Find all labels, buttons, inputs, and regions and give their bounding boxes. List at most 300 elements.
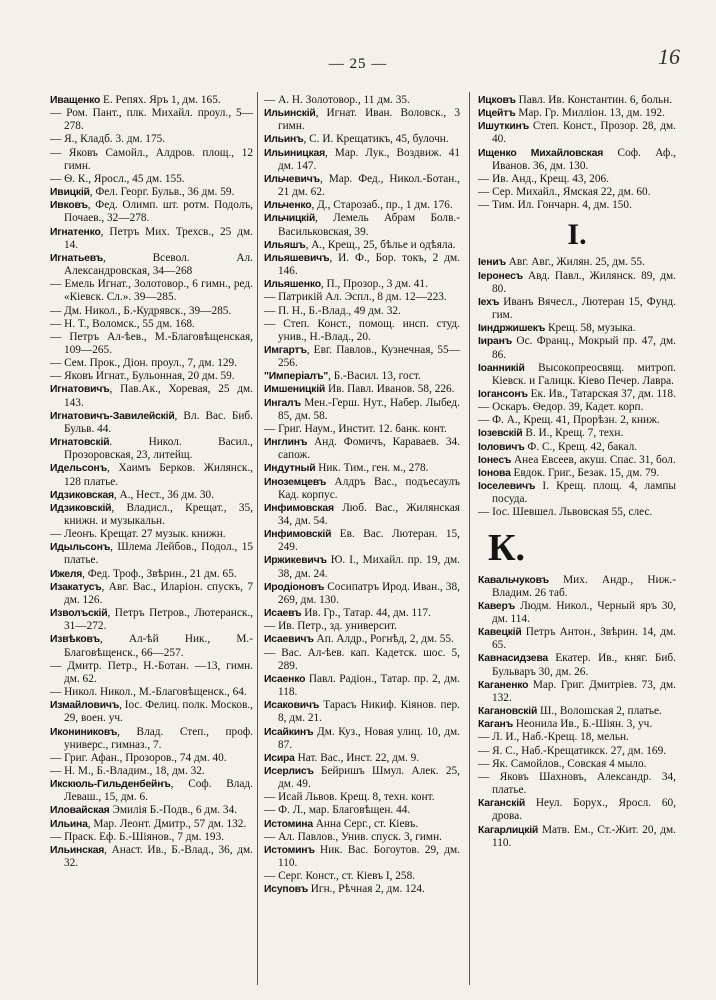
entry-details: — Дм. Никол., Б.-Кудрявск., 39—285. [50, 304, 232, 317]
directory-entry [478, 679, 676, 705]
directory-entry [478, 824, 676, 850]
directory-entry [50, 147, 253, 173]
entry-details: , Анаст. Ив., Б.-Влад., 36, дм. 32. [64, 843, 253, 870]
directory-entry [50, 660, 253, 686]
entry-surname: Каганенко [478, 679, 529, 691]
entry-details: Авг. Авг., Жилян. 25, дм. 55. [505, 256, 645, 269]
entry-details: , Соф. Влад. Леваш., 15, дм. 6. [64, 778, 253, 804]
entry-details: — Никол. Никол., М.-Благовѣщенск., 64. [50, 686, 247, 699]
directory-entry [478, 705, 676, 718]
entry-details: Бейришъ Шмул. Алек. 25, дм. 49. [278, 764, 460, 791]
entry-surname: Изакатусъ [50, 581, 102, 593]
entry-details: — Исай Львов. Крещ. 8, техн. конт. [264, 791, 435, 804]
directory-entry [50, 818, 253, 831]
directory-entry [264, 305, 460, 318]
entry-details: , Д., Старозаб., пр., 1 дм. 176. [311, 199, 453, 212]
directory-entry [264, 278, 460, 291]
directory-entry [50, 844, 253, 870]
entry-surname: Каверъ [478, 600, 515, 612]
entry-details: Ф. С., Крещ. 42, бакал. [524, 440, 638, 453]
entry-surname: Ильинскій [264, 108, 316, 120]
entry-details: Авд. Павл., Жилянск. 89, дм. 80. [492, 269, 676, 295]
directory-entry [264, 291, 460, 304]
entry-surname: Иловайская [50, 805, 110, 817]
entry-surname: Истомина [264, 818, 313, 830]
directory-entry [478, 771, 676, 797]
entry-surname: Іиндржишекъ [478, 323, 546, 335]
directory-entry [478, 94, 676, 107]
entry-details: Неул. Борух., Яросл. 60, дрова. [492, 797, 676, 823]
directory-entry [478, 120, 676, 146]
entry-surname: Ингалъ [264, 397, 301, 409]
entry-surname: Ишуткинъ [478, 121, 529, 133]
directory-entry [50, 186, 253, 199]
directory-entry [50, 331, 253, 357]
entry-details: — Праск. Еф. Б.-Шіянов., 7 дм. 193. [50, 830, 225, 843]
directory-entry [50, 502, 253, 528]
entry-surname: Истоминъ [264, 844, 315, 856]
entry-details: — Яковъ Шахновъ, Александр. 34, платье. [478, 770, 676, 797]
entry-group-i-end [478, 94, 676, 212]
entry-surname: Идзиковскій [50, 502, 112, 514]
directory-entry [478, 388, 676, 401]
directory-column-2 [264, 94, 460, 897]
entry-surname: Исерлисъ [264, 765, 314, 777]
directory-entry [50, 305, 253, 318]
section-letter-i: I. [567, 218, 587, 252]
directory-entry [264, 383, 460, 396]
entry-surname: Ильяшъ [264, 239, 306, 251]
entry-details: , Мар. Леонт. Дмитр., 57 дм. 132. [87, 817, 247, 830]
entry-details: , Игнат. Иван. Воловск., 3 гимн. [278, 107, 460, 133]
directory-entry [264, 423, 460, 436]
entry-surname: Изволъскій [50, 608, 108, 620]
entry-details: Е. Репях. Яръ 1, дм. 165. [100, 94, 221, 106]
entry-details: , Влад. Степ., проф. универс., гимназ., 7. [64, 725, 253, 751]
entry-surname: Кагановскій [478, 706, 538, 718]
entry-surname: Іонесъ [478, 454, 512, 466]
directory-entry [478, 731, 676, 744]
entry-details: — Ал. Павлов., Унив. спуск. 3, гимн. [264, 830, 442, 843]
directory-entry [264, 147, 460, 173]
entry-details: — Іос. Шевшел. Львовская 55, слес. [478, 506, 653, 519]
directory-entry [264, 647, 460, 673]
directory-entry [478, 296, 676, 322]
directory-entry [264, 107, 460, 133]
entry-details: — Григ. Наум., Инстит. 12. банк. конт. [264, 422, 447, 435]
directory-entry [478, 362, 676, 388]
entry-details: Ник. Вас. Богоутов. 29, дм. 110. [278, 843, 460, 870]
directory-entry [478, 414, 676, 427]
entry-surname: Кавецкій [478, 627, 522, 639]
entry-details: — Ив. Анд., Крещ. 43, 206. [478, 172, 609, 185]
entry-group-i [478, 256, 676, 519]
entry-surname: Іонова [478, 467, 511, 479]
entry-surname: Игнатенко [50, 226, 101, 238]
entry-details: Евдок. Григ., Безак. 15, дм. 79. [510, 466, 660, 479]
directory-entry [50, 278, 253, 304]
entry-details: — Я. С., Наб.-Крещатикск. 27, дм. 169. [478, 744, 667, 757]
directory-entry [50, 318, 253, 331]
entry-details: I. Крещ. площ. 4, лампы посуда. [492, 480, 676, 506]
entry-details: , С. И. Крещатикъ, 45, булочн. [303, 133, 449, 146]
directory-entry [264, 212, 460, 238]
directory-entry [264, 581, 460, 607]
entry-details: , Хаимъ Берков. Жилянск., 128 платье. [64, 462, 253, 488]
directory-entry [50, 252, 253, 278]
directory-entry [264, 436, 460, 462]
directory-column-3 [478, 94, 676, 850]
entry-details: — Леонъ. Крещат. 27 музык. книжн. [50, 528, 226, 541]
entry-details: Екатер. Ив., княг. Биб. Бульваръ 30, дм. 26. [492, 652, 676, 678]
entry-details: Павл. Радіон., Татар. пр. 2, дм. 118. [278, 672, 460, 699]
entry-details: — Ф. А., Крещ. 41, Прорѣзн. 2, книж. [478, 414, 660, 427]
directory-entry [264, 804, 460, 817]
directory-entry [50, 173, 253, 186]
directory-entry [264, 528, 460, 554]
entry-surname: Идельсонъ [50, 463, 108, 475]
directory-entry [50, 107, 253, 133]
entry-details: Тарасъ Никиф. Кіянов. пер. 8, дм. 21. [278, 699, 460, 725]
handwritten-page-mark: 16 [658, 44, 680, 69]
directory-entry [264, 699, 460, 725]
entry-surname: Іехъ [478, 296, 500, 308]
entry-details: — Серг. Конст., ст. Кіевъ I, 258. [264, 870, 416, 883]
directory-entry [264, 94, 460, 107]
directory-entry [50, 633, 253, 659]
directory-entry [50, 383, 253, 409]
entry-surname: Ивицкій [50, 187, 90, 199]
entry-surname: Іениъ [478, 257, 506, 269]
directory-entry [478, 147, 676, 173]
directory-entry [50, 94, 253, 107]
directory-entry [264, 397, 460, 423]
directory-entry [264, 199, 460, 212]
directory-entry [264, 791, 460, 804]
directory-entry [264, 252, 460, 278]
entry-surname: Индутный [264, 463, 316, 475]
entry-surname: Кавальчуковъ [478, 574, 549, 586]
entry-surname: Іеронесъ [478, 270, 523, 282]
entry-details: Ник. Тим., ген. м., 278. [315, 462, 429, 475]
entry-surname: Игнатьевъ [50, 252, 104, 264]
entry-details: , Владисл., Крещат., 35, книжн. и музыкальн. [64, 501, 253, 527]
entry-details: Ю. І., Михайл. пр. 19, дм. 38, дм. 24. [278, 554, 460, 580]
directory-entry [478, 322, 676, 335]
directory-entry [264, 844, 460, 870]
entry-details: , Ал-ѣй Ник., М.-Благовѣщенск., 66—257. [64, 633, 253, 659]
entry-details: , Вл. Вас. Биб. Бульв. 44. [64, 409, 253, 435]
entry-details: Крещ. 58, музыка. [545, 322, 636, 335]
entry-surname: Ильинская [50, 844, 105, 856]
directory-entry [50, 778, 253, 804]
directory-entry [478, 173, 676, 186]
directory-entry [264, 554, 460, 580]
entry-details: , П., Прозор., 3 дм. 41. [320, 278, 428, 291]
entry-details: — Яковъ Самойл., Алдров. площ., 12 гимн. [50, 146, 253, 172]
directory-entry [264, 883, 460, 896]
directory-entry [264, 673, 460, 699]
directory-entry [264, 831, 460, 844]
directory-entry [478, 797, 676, 823]
entry-details: , А., Нест., 36 дм. 30. [113, 488, 215, 501]
directory-entry [264, 476, 460, 502]
entry-surname: Исира [264, 752, 295, 764]
entry-details: , А., Крещ., 25, бѣлье и одѣяла. [305, 238, 456, 251]
entry-details: Эмилія Б.-Подв., 6 дм. 34. [109, 804, 238, 817]
entry-details: , Мар. Фед., Никол.-Ботан., 21 дм. 62. [278, 172, 460, 199]
entry-details: , Шлема Лейбов., Подол., 15 платье. [64, 541, 253, 567]
entry-surname: Извѣковъ [50, 634, 100, 646]
entry-details: Петръ Антон., Звѣрин. 14, дм. 65. [492, 626, 676, 652]
directory-entry [50, 686, 253, 699]
entry-surname: Исаковичъ [264, 700, 320, 712]
directory-entry [50, 226, 253, 252]
entry-details: — Н. М., Б.-Владим., 18, дм. 32. [50, 764, 205, 777]
directory-entry [264, 462, 460, 475]
entry-details: Ос. Франц., Мокрый пр. 47, дм. 86. [492, 335, 676, 361]
entry-details: Ив. Гр., Татар. 44, дм. 117. [301, 607, 431, 620]
entry-details: — Григ. Афан., Прозоров., 74 дм. 40. [50, 751, 227, 764]
entry-details: — Ром. Пант., плк. Михайл. проул., 5—278. [50, 107, 253, 133]
directory-entry [50, 370, 253, 383]
entry-details: — Ив. Петр., зд. университ. [264, 620, 397, 633]
entry-details: Алдръ Вас., подъесаулъ Кад. корпус. [278, 475, 460, 501]
entry-details: Мар. Гр. Милліон. 13, дм. 192. [515, 107, 665, 120]
directory-entry [478, 758, 676, 771]
directory-entry [50, 133, 253, 146]
entry-details: Неонила Ив., Б.-Шіян. 3, уч. [513, 718, 653, 731]
directory-entry [478, 441, 676, 454]
entry-surname: Игнатовичъ [50, 384, 110, 396]
entry-details: , Евг. Павлов., Кузнечная, 55—256. [278, 343, 460, 370]
entry-details: — Сем. Прок., Діон. проул., 7, дм. 129. [50, 357, 237, 370]
entry-surname: Кавнасидзева [478, 653, 549, 665]
entry-details: Людм. Никол., Черный яръ 30, дм. 114. [492, 599, 676, 625]
directory-entry [50, 489, 253, 502]
entry-surname: Игнатовичъ-Завилейскій [50, 410, 175, 422]
directory-entry [478, 506, 676, 519]
directory-entry [478, 256, 676, 269]
entry-surname: Ижеля [50, 568, 83, 580]
entry-surname: Инглинъ [264, 437, 308, 449]
directory-entry [264, 620, 460, 633]
entry-details: Ек. Ив., Татарская 37, дм. 118. [527, 387, 676, 400]
column-divider [469, 92, 470, 985]
entry-surname: Ивковъ [50, 200, 88, 212]
directory-entry [478, 199, 676, 212]
entry-group-k [478, 574, 676, 850]
entry-surname: Исаевичъ [264, 634, 314, 646]
entry-surname: Іогансонъ [478, 388, 528, 400]
entry-details: , И. Ф., Бор. токъ, 2 дм. 146. [278, 251, 460, 278]
directory-entry [50, 410, 253, 436]
entry-surname: Іоселевичъ [478, 481, 536, 493]
entry-details: Анеа Евсеев, акуш. Спас. 31, бол. [511, 453, 676, 466]
directory-entry [50, 462, 253, 488]
directory-entry [478, 745, 676, 758]
directory-entry [50, 528, 253, 541]
entry-surname: Ильченко [264, 200, 312, 212]
entry-surname: Иржикевичъ [264, 555, 327, 567]
directory-entry [478, 335, 676, 361]
directory-entry [478, 480, 676, 506]
directory-entry [50, 568, 253, 581]
entry-surname: Кагарлицкій [478, 824, 539, 836]
directory-entry [478, 186, 676, 199]
entry-surname: Исайкинъ [264, 726, 314, 738]
entry-details: Анд. Фомичъ, Караваев. 34. сапож. [278, 436, 460, 462]
entry-surname: Ильиницкая [264, 147, 325, 159]
entry-surname: Иноземцевъ [264, 476, 327, 488]
directory-entry [50, 541, 253, 567]
directory-entry [264, 752, 460, 765]
entry-details: — Петръ Ал-ѣев., М.-Благовѣщенская, 109—265. [50, 330, 253, 356]
directory-entry [478, 454, 676, 467]
entry-details: . Никол. Васил., Прозоровская, 23, литейщ. [64, 436, 253, 462]
entry-details: — А. Н. Золотовор., 11 дм. 35. [264, 94, 410, 106]
entry-details: — Емель Игнат., Золотовор., 6 гимн., ред. «Кіевск. Сл.». 39—285. [50, 278, 253, 304]
directory-entry [264, 633, 460, 646]
entry-details: — Яковъ Игнат., Бульонная, 20 дм. 59. [50, 370, 235, 383]
entry-details: — П. Н., Б.-Влад., 49 дм. 32. [264, 304, 401, 317]
entry-surname: Имгартъ [264, 344, 307, 356]
entry-details: — Сер. Михайл., Ямская 22, дм. 60. [478, 186, 651, 199]
entry-details: , Лемель Абрам Болв.-Васильковская, 39. [278, 212, 460, 238]
entry-details: , Петръ Петров., Лютеранск., 31—272. [64, 607, 253, 633]
entry-surname: Иродіоновъ [264, 581, 325, 593]
entry-details: , Пав.Ак., Хоревая, 25 дм. 143. [64, 383, 253, 409]
directory-entry [478, 574, 676, 600]
entry-surname: "Имперіалъ" [264, 371, 329, 383]
entry-details: Павл. Ив. Константин. 6, больн. [515, 94, 673, 106]
entry-details: Ап. Алдр., Рогнѣд, 2, дм. 55. [313, 633, 454, 646]
entry-surname: Ищенко Михайловская [478, 147, 604, 159]
directory-entry [478, 626, 676, 652]
entry-details: Степ. Конст., Прозор. 28, дм. 40. [492, 120, 676, 146]
directory-entry [264, 173, 460, 199]
entry-surname: Икскюль-Гильденбейнъ [50, 779, 171, 791]
entry-details: Ш., Волошская 2, платье. [537, 705, 662, 718]
entry-details: В. И., Крещ. 7, техн. [522, 427, 624, 440]
entry-details: — Оскаръ. Ѳедор. 39, Кадет. корп. [478, 401, 644, 414]
entry-surname: Идзиковская [50, 489, 114, 501]
entry-details: , Мар. Лук., Воздвиж. 41 дм. 147. [278, 146, 460, 172]
directory-entry [478, 467, 676, 480]
directory-entry [478, 427, 676, 440]
entry-surname: Каганъ [478, 719, 514, 731]
entry-surname: Іозевскій [478, 428, 523, 440]
entry-surname: Идыльсонъ [50, 542, 111, 554]
entry-surname: Ильяшенко [264, 279, 321, 291]
entry-details: — Дмитр. Петр., Н.-Ботан. —13, гимн. дм. 62. [50, 659, 253, 685]
entry-surname: Іиранъ [478, 336, 513, 348]
entry-details: Нат. Вас., Инст. 22, дм. 9. [294, 751, 420, 764]
directory-entry [478, 718, 676, 731]
entry-details: , Іос. Фелиц. полк. Москов., 29, воен. уч. [64, 699, 253, 725]
entry-surname: Икониниковъ [50, 726, 118, 738]
entry-details: — Тим. Ил. Гончарн. 4, дм. 150. [478, 199, 632, 212]
entry-details: Соф. Аф., Иванов. 36, дм. 130. [492, 146, 676, 172]
entry-surname: Игнатовскій [50, 437, 110, 449]
entry-surname: Ильинъ [264, 134, 304, 146]
entry-details: Иванъ Вячесл., Лютеран 15, Фунд. гим. [492, 295, 676, 322]
entry-surname: Ицковъ [478, 95, 516, 106]
column-divider [257, 92, 258, 985]
entry-details: — Як. Самойлов., Совская 4 мыло. [478, 757, 647, 770]
directory-entry [264, 239, 460, 252]
entry-surname: Инфимовская [264, 502, 334, 514]
directory-entry [478, 270, 676, 296]
entry-details: — Ѳ. К., Яросл., 45 дм. 155. [50, 172, 185, 185]
entry-surname: Исуповъ [264, 884, 308, 896]
entry-details: — Я., Кладб. 3. дм. 175. [50, 133, 166, 146]
entry-surname: Инфимовскій [264, 529, 332, 541]
entry-surname: Ильчицкій [264, 213, 316, 225]
directory-entry [478, 401, 676, 414]
entry-details: , Фел. Георг. Бульв., 36 дм. 59. [89, 186, 235, 199]
directory-entry [264, 133, 460, 146]
entry-surname: Ицейтъ [478, 108, 516, 120]
directory-entry [50, 831, 253, 844]
entry-details: Высокопреосвящ. митроп. Кіевск. и Галицк. Кіево Печер. Лавра. [492, 361, 676, 387]
entry-details: — Н. Т., Воломск., 55 дм. 168. [50, 317, 195, 330]
entry-surname: Ильина [50, 818, 88, 830]
entry-details: , Фед. Троф., Звѣрин., 21 дм. 65. [82, 567, 237, 580]
directory-entry [264, 344, 460, 370]
entry-details: , Петръ Мих. Трехсв., 25 дм. 14. [64, 225, 253, 251]
entry-details: Дм. Куз., Новая улиц. 10, дм. 87. [278, 725, 460, 751]
entry-details: — Ф. Л., мар. Благовѣщен. 44. [264, 804, 411, 817]
directory-entry [264, 318, 460, 344]
entry-surname: Иващенко [50, 95, 101, 106]
entry-details: , Б.-Васил. 13, гост. [328, 370, 421, 383]
directory-entry [478, 107, 676, 120]
entry-details: Матв. Ем., Ст.-Жит. 20, дм. 110. [492, 823, 676, 849]
entry-details: , Фед. Олимп. шт. ротм. Подолъ, Почаев., 32—278. [64, 199, 253, 225]
directory-entry [264, 765, 460, 791]
entry-details: — Вас. Ал-ѣев. кап. Кадетск. шос. 5, 289. [264, 646, 460, 672]
entry-details: Ев. Вас. Лютеран. 15, 249. [278, 528, 460, 554]
directory-entry [50, 804, 253, 817]
directory-entry [50, 752, 253, 765]
entry-details: , Авг. Вас., Иларіон. спускъ, 7 дм. 126. [64, 580, 253, 606]
entry-details: Сосипатръ Ирод. Иван., 38, 269, дм. 130. [278, 580, 460, 606]
directory-entry [50, 581, 253, 607]
entry-details: Мен.-Герш. Нут., Набер. Лыбед. 85, дм. 58. [278, 396, 460, 422]
entry-surname: Имшеницкій [264, 384, 326, 396]
entry-details: Ив. Павл. Иванов. 58, 226. [325, 383, 455, 396]
directory-entry [478, 600, 676, 626]
entry-details: Мар. Григ. Дмитріев. 73, дм. 132. [492, 678, 676, 704]
directory-entry [264, 726, 460, 752]
entry-details: , Всевол. Ал. Александровская, 34—268 [64, 251, 253, 278]
entry-details: Мих. Андр., Ниж.-Владим. 26 таб. [492, 573, 676, 599]
entry-surname: Исаевъ [264, 608, 302, 620]
directory-entry [50, 607, 253, 633]
directory-entry [264, 502, 460, 528]
entry-details: Люб. Вас., Жилянская 34, дм. 54. [278, 501, 460, 527]
entry-surname: Іоанникій [478, 362, 525, 374]
entry-details: Игн., Рѣчная 2, дм. 124. [307, 883, 425, 896]
entry-details: Анна Серг., ст. Кіевъ. [312, 817, 419, 830]
entry-details: — Степ. Конст., помощ. инсп. студ. унив., Н.-Влад., 20. [264, 317, 460, 343]
directory-entry [50, 726, 253, 752]
entry-surname: Іоловичъ [478, 441, 525, 453]
directory-entry [50, 436, 253, 462]
entry-surname: Измайловичъ [50, 700, 120, 712]
directory-entry [50, 199, 253, 225]
